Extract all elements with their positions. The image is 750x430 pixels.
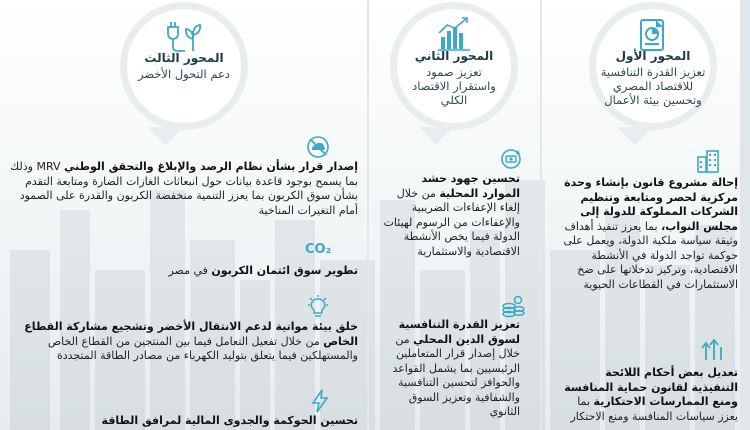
pillar-3-subtitle: دعم التحول الأخضر bbox=[137, 66, 231, 81]
pillar-2-item-1 bbox=[380, 172, 520, 259]
pillar-3-title: المحور الثالث bbox=[144, 51, 224, 65]
item-bold-text: تعديل بعض أحكام اللائحة التنفيذية لقانون حماية المنافسة ومنع الممارسات الاحتكارية bbox=[564, 366, 738, 409]
item-bold-text: تحسين جهود حشد الموارد المحلية bbox=[421, 172, 520, 200]
item-bold-text: تعزيز القدرة التنافسية لسوق الدين المحلي bbox=[398, 318, 520, 346]
pillar-3-item-2 bbox=[8, 264, 358, 279]
pillar-1-title: المحور الأول bbox=[615, 49, 691, 63]
column-divider bbox=[367, 0, 369, 430]
pillar-3-bubble bbox=[120, 2, 248, 130]
pillar-1-subtitle: تعزيز القدرة التنافسية للاقتصاد المصري وتحسين بيئة الأعمال bbox=[600, 64, 706, 107]
pillar-2-title: المحور الثاني bbox=[414, 49, 494, 63]
item-bold-text: تطوير سوق ائتمان الكربون bbox=[211, 264, 358, 277]
item-text: بما يعزز تنفيذ أهداف وثيقة سياسة ملكية الدولة، ويعمل على حوكمة تواجد الدولة في الأنشطة الاقتصادية، وتركيز تدخلاتها على ضخ الاستثمارات في القطاعات الحيوية bbox=[563, 219, 738, 291]
item-bold-text: إصدار قرار بشأن نظام الرصد والإبلاغ والتحقق الوطني bbox=[64, 160, 358, 173]
bar-chart-growth-icon bbox=[433, 15, 475, 53]
item-text: بما يعزز سياسات المنافسة ومنع الاحتكار bbox=[570, 395, 738, 423]
buildings-icon bbox=[695, 148, 721, 174]
item-text: من خلال إصدار قرار المتعاملين الرئيسيين بما يشمل القواعد والحوافز لتحسين التنافسية والشفافية وتعزيز السوق الثانوي bbox=[392, 332, 520, 419]
item-text: من خلال إلغاء الإعفاءات الضريبية والإعفاءات من الرسوم لهيئات الدولة فيما يخص الأنشطة الاقتصادية والاستثمارية bbox=[383, 186, 520, 258]
money-cycle-icon bbox=[498, 146, 524, 172]
item-text: من خلال تفعيل التعامل فيما بين المنتجين من القطاع الخاص والمستهلكين فيما يتعلق بتوليد الكهرباء من مصادر الطاقة المتجددة bbox=[47, 334, 358, 363]
pillar-2-item-2 bbox=[380, 318, 520, 420]
co2-icon: CO₂ bbox=[305, 242, 332, 257]
lightning-icon bbox=[307, 388, 333, 414]
pillar-1-bubble bbox=[589, 2, 717, 130]
pillar-3-item-3 bbox=[8, 320, 358, 364]
column-divider bbox=[540, 0, 542, 430]
lightbulb-icon bbox=[305, 294, 331, 320]
right-edge-bar bbox=[740, 0, 750, 430]
pillar-3-item-1 bbox=[8, 160, 358, 218]
pillar-2-subtitle: تعزيز صمود واستقرار الاقتصاد الكلي bbox=[412, 64, 496, 107]
item-text: MRV وذلك بما يسمح بوجود قاعدة بيانات حول انبعاثات الغازات الضارة ومتابعة التقدم بشأن سوق الكربون بما يعزز التنمية منخفضة الكربون والقدرة على الصمود أمام التغيرات المناخية bbox=[10, 160, 358, 217]
pillar-2-bubble bbox=[390, 2, 518, 130]
coins-icon bbox=[500, 294, 526, 320]
item-bold-text: خلق بيئة مواتية لدعم الانتقال الأخضر وتشجيع مشاركة القطاع الخاص bbox=[24, 320, 358, 348]
arrows-up-icon bbox=[699, 338, 725, 364]
item-bold-text: إحالة مشروع قانون بإنشاء وحدة مركزية لحصر ومتابعة وتنظيم الشركات المملوكة للدولة إلى مجلس النواب، bbox=[564, 176, 738, 233]
item-bold-text: تحسين الحوكمة والجدوى المالية لمرافق الطاقة bbox=[101, 414, 358, 427]
plug-leaf-icon bbox=[163, 17, 205, 55]
no-pollution-icon bbox=[305, 134, 331, 160]
pie-chart-document-icon bbox=[632, 17, 674, 55]
pillar-1-item-2 bbox=[555, 366, 738, 424]
item-text: في مصر bbox=[168, 264, 212, 277]
pillar-1-item-1 bbox=[555, 176, 738, 292]
pillar-3-item-4 bbox=[8, 414, 358, 429]
